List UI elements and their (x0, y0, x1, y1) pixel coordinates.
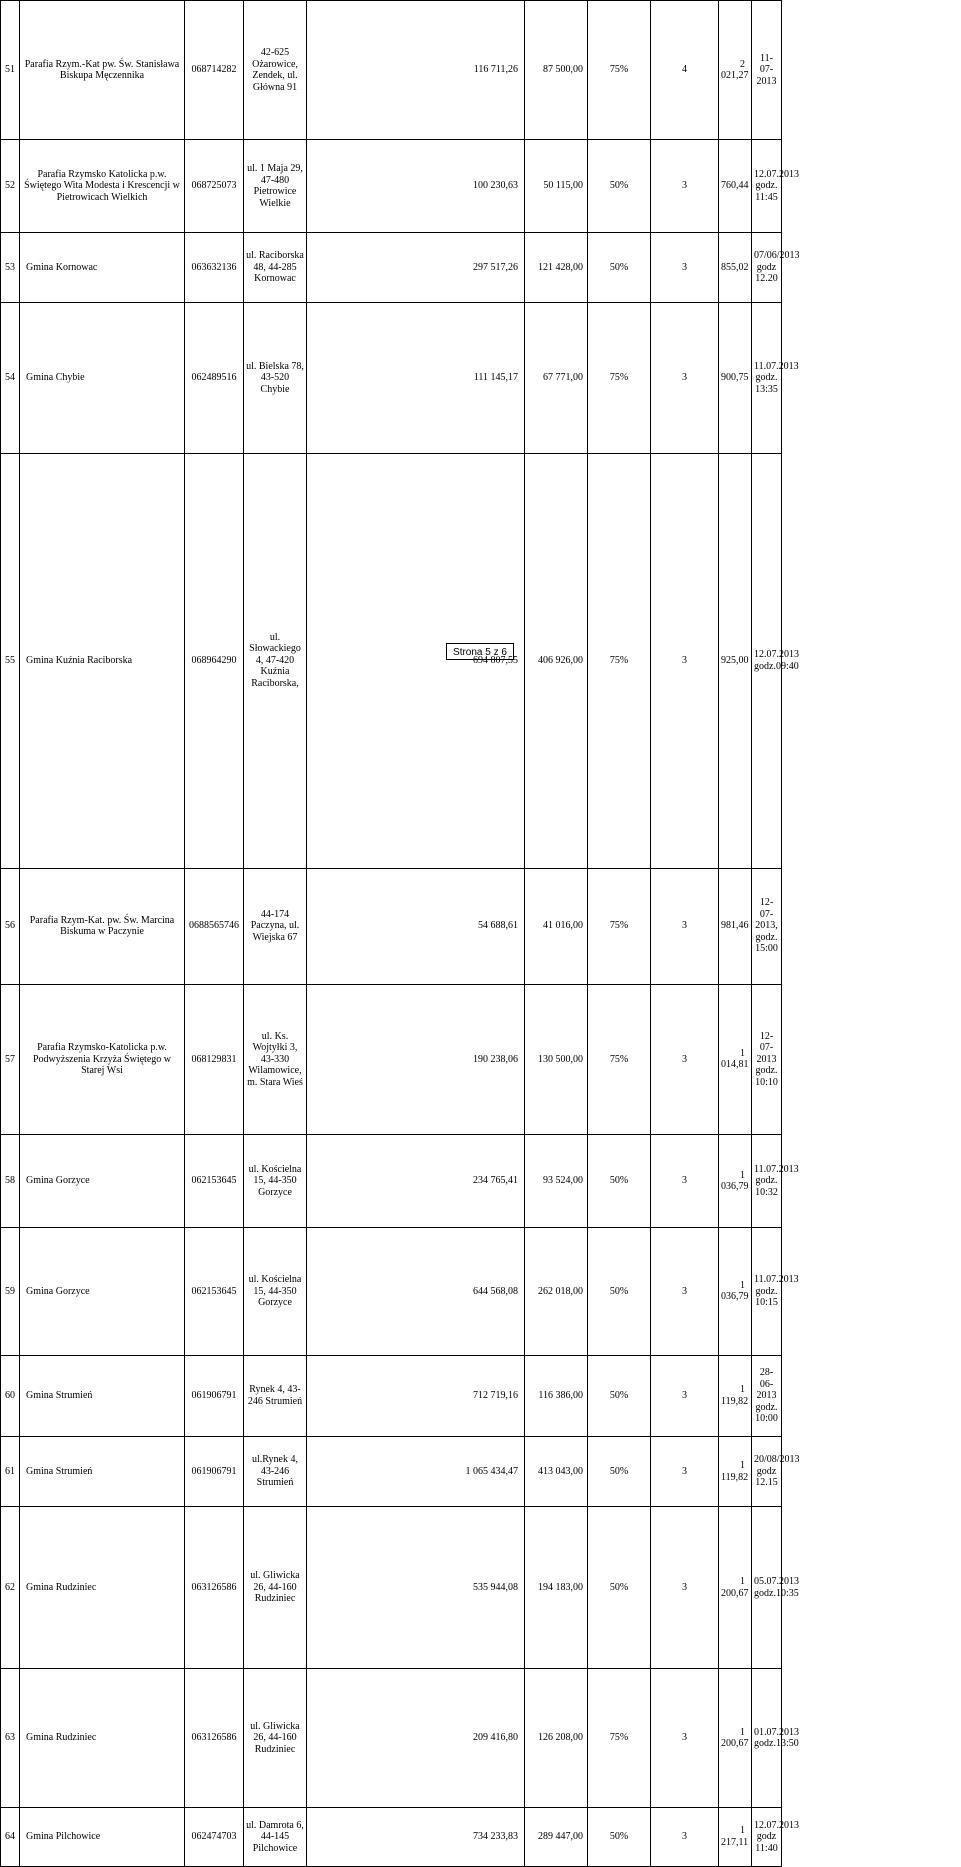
points-cell: 3 (651, 868, 719, 984)
table-row (1, 1, 961, 140)
submission-date-cell: 11.07.2013 godz. 10:32 (752, 1135, 782, 1228)
grant-amount-cell: 262 018,00 (525, 1228, 588, 1356)
address-cell: ul. Ks. Wojtyłki 3, 43-330 Wilamowice, m. Stara Wieś (244, 984, 307, 1135)
grant-percent-cell: 50% (588, 1808, 651, 1867)
points-cell: 3 (651, 140, 719, 233)
row-number-cell: 52 (1, 140, 20, 233)
grant-percent-cell: 50% (588, 1135, 651, 1228)
submission-date-cell: 12-07-2013 godz. 10:10 (752, 984, 782, 1135)
regon-cell: 068714282 (185, 1, 244, 140)
table-row (1, 1507, 961, 1669)
address-cell: Rynek 4, 43-246 Strumień (244, 1355, 307, 1437)
grant-percent-cell: 75% (588, 1, 651, 140)
points-cell: 3 (651, 233, 719, 303)
regon-cell: 0688565746 (185, 868, 244, 984)
grant-amount-cell: 121 428,00 (525, 233, 588, 303)
row-number-cell: 60 (1, 1355, 20, 1437)
grant-amount-cell: 116 386,00 (525, 1355, 588, 1437)
applicant-name-cell: Gmina Kuźnia Raciborska (20, 453, 185, 868)
total-cost-cell: 297 517,26 (307, 233, 525, 303)
applicant-name-cell: Gmina Strumień (20, 1355, 185, 1437)
grant-percent-cell: 75% (588, 1669, 651, 1808)
regon-cell: 068129831 (185, 984, 244, 1135)
grant-amount-cell: 50 115,00 (525, 140, 588, 233)
table-row (1, 1355, 961, 1437)
points-cell: 3 (651, 1228, 719, 1356)
points-cell: 3 (651, 984, 719, 1135)
grant-amount-cell: 126 208,00 (525, 1669, 588, 1808)
grant-percent-cell: 75% (588, 984, 651, 1135)
total-cost-cell: 644 568,08 (307, 1228, 525, 1356)
total-cost-cell: 234 765,41 (307, 1135, 525, 1228)
regon-cell: 063126586 (185, 1669, 244, 1808)
submission-date-cell: 07/06/2013 godz 12.20 (752, 233, 782, 303)
submission-date-cell: 12-07-2013, godz. 15:00 (752, 868, 782, 984)
amount-cell: 900,75 (719, 303, 752, 454)
submission-date-cell: 20/08/2013 godz 12.15 (752, 1437, 782, 1507)
submission-date-cell: 05.07.2013 godz.10:35 (752, 1507, 782, 1669)
submission-date-cell: 01.07.2013 godz.13:50 (752, 1669, 782, 1808)
grant-percent-cell: 50% (588, 1228, 651, 1356)
total-cost-cell: 209 416,80 (307, 1669, 525, 1808)
address-cell: ul. Kościelna 15, 44-350 Gorzyce (244, 1135, 307, 1228)
address-cell: ul. Gliwicka 26, 44-160 Rudziniec (244, 1669, 307, 1808)
table-row (1, 140, 961, 233)
address-cell: ul. Słowackiego 4, 47-420 Kuźnia Raciborska, (244, 453, 307, 868)
total-cost-cell: 54 688,61 (307, 868, 525, 984)
grant-amount-cell: 93 524,00 (525, 1135, 588, 1228)
points-cell: 3 (651, 1507, 719, 1669)
submission-date-cell: 11.07.2013 godz. 10:15 (752, 1228, 782, 1356)
points-cell: 4 (651, 1, 719, 140)
amount-cell: 760,44 (719, 140, 752, 233)
total-cost-cell: 116 711,26 (307, 1, 525, 140)
table-row (1, 1808, 961, 1867)
regon-cell: 068725073 (185, 140, 244, 233)
amount-cell: 1 200,67 (719, 1669, 752, 1808)
address-cell: ul. Raciborska 48, 44-285 Kornowac (244, 233, 307, 303)
page-number-footer: Strona 5 z 6 (446, 643, 514, 660)
points-cell: 3 (651, 453, 719, 868)
amount-cell: 1 014,81 (719, 984, 752, 1135)
applicant-name-cell: Gmina Pilchowice (20, 1808, 185, 1867)
row-number-cell: 61 (1, 1437, 20, 1507)
grant-amount-cell: 41 016,00 (525, 868, 588, 984)
total-cost-cell: 100 230,63 (307, 140, 525, 233)
total-cost-cell: 694 807,55 (307, 453, 525, 868)
regon-cell: 063632136 (185, 233, 244, 303)
grant-percent-cell: 75% (588, 868, 651, 984)
row-number-cell: 53 (1, 233, 20, 303)
address-cell: ul. Kościelna 15, 44-350 Gorzyce (244, 1228, 307, 1356)
row-number-cell: 62 (1, 1507, 20, 1669)
applicant-name-cell: Gmina Rudziniec (20, 1669, 185, 1808)
address-cell: 44-174 Paczyna, ul. Wiejska 67 (244, 868, 307, 984)
applicant-name-cell: Gmina Rudziniec (20, 1507, 185, 1669)
row-number-cell: 51 (1, 1, 20, 140)
regon-cell: 061906791 (185, 1437, 244, 1507)
amount-cell: 2 021,27 (719, 1, 752, 140)
applicant-name-cell: Parafia Rzym-Kat. pw. Św. Marcina Biskuma w Paczynie (20, 868, 185, 984)
applicant-name-cell: Gmina Gorzyce (20, 1228, 185, 1356)
amount-cell: 1 119,82 (719, 1355, 752, 1437)
address-cell: ul. 1 Maja 29, 47-480 Pietrowice Wielkie (244, 140, 307, 233)
grant-percent-cell: 50% (588, 1355, 651, 1437)
address-cell: 42-625 Ożarowice, Zendek, ul. Główna 91 (244, 1, 307, 140)
regon-cell: 063126586 (185, 1507, 244, 1669)
amount-cell: 855,02 (719, 233, 752, 303)
points-cell: 3 (651, 1808, 719, 1867)
address-cell: ul. Bielska 78, 43-520 Chybie (244, 303, 307, 454)
points-cell: 3 (651, 1135, 719, 1228)
grant-percent-cell: 50% (588, 233, 651, 303)
address-cell: ul. Damrota 6, 44-145 Pilchowice (244, 1808, 307, 1867)
row-number-cell: 54 (1, 303, 20, 454)
grant-amount-cell: 67 771,00 (525, 303, 588, 454)
grant-percent-cell: 75% (588, 303, 651, 454)
total-cost-cell: 190 238,06 (307, 984, 525, 1135)
total-cost-cell: 712 719,16 (307, 1355, 525, 1437)
submission-date-cell: 11-07-2013 (752, 1, 782, 140)
row-number-cell: 63 (1, 1669, 20, 1808)
row-number-cell: 57 (1, 984, 20, 1135)
points-cell: 3 (651, 303, 719, 454)
grant-amount-cell: 289 447,00 (525, 1808, 588, 1867)
applicant-name-cell: Gmina Strumień (20, 1437, 185, 1507)
submission-date-cell: 12.07.2013 godz 11:40 (752, 1808, 782, 1867)
total-cost-cell: 734 233,83 (307, 1808, 525, 1867)
table-row (1, 984, 961, 1135)
points-cell: 3 (651, 1355, 719, 1437)
total-cost-cell: 535 944,08 (307, 1507, 525, 1669)
regon-cell: 062153645 (185, 1135, 244, 1228)
grant-percent-cell: 50% (588, 140, 651, 233)
grant-amount-cell: 406 926,00 (525, 453, 588, 868)
table-row (1, 1669, 961, 1808)
grant-percent-cell: 75% (588, 453, 651, 868)
grant-percent-cell: 50% (588, 1507, 651, 1669)
applicant-name-cell: Parafia Rzymsko Katolicka p.w. Świętego Wita Modesta i Krescencji w Pietrowicach Wielkich (20, 140, 185, 233)
address-cell: ul. Gliwicka 26, 44-160 Rudziniec (244, 1507, 307, 1669)
amount-cell: 1 217,11 (719, 1808, 752, 1867)
applicant-name-cell: Gmina Kornowac (20, 233, 185, 303)
applicant-name-cell: Gmina Gorzyce (20, 1135, 185, 1228)
amount-cell: 925,00 (719, 453, 752, 868)
table-row (1, 303, 961, 454)
grant-percent-cell: 50% (588, 1437, 651, 1507)
row-number-cell: 59 (1, 1228, 20, 1356)
submission-date-cell: 28-06-2013 godz. 10:00 (752, 1355, 782, 1437)
regon-cell: 061906791 (185, 1355, 244, 1437)
row-number-cell: 56 (1, 868, 20, 984)
submission-date-cell: 12.07.2013 godz. 11:45 (752, 140, 782, 233)
grant-amount-cell: 87 500,00 (525, 1, 588, 140)
applicant-name-cell: Parafia Rzymsko-Katolicka p.w. Podwyższenia Krzyża Świętego w Starej Wsi (20, 984, 185, 1135)
row-number-cell: 64 (1, 1808, 20, 1867)
total-cost-cell: 111 145,17 (307, 303, 525, 454)
regon-cell: 062489516 (185, 303, 244, 454)
amount-cell: 1 119,82 (719, 1437, 752, 1507)
row-number-cell: 55 (1, 453, 20, 868)
table-row (1, 1437, 961, 1507)
points-cell: 3 (651, 1437, 719, 1507)
applicant-name-cell: Parafia Rzym.-Kat pw. Św. Stanisława Biskupa Męczennika (20, 1, 185, 140)
table-row (1, 233, 961, 303)
regon-cell: 068964290 (185, 453, 244, 868)
applicant-name-cell: Gmina Chybie (20, 303, 185, 454)
amount-cell: 1 036,79 (719, 1135, 752, 1228)
amount-cell: 1 036,79 (719, 1228, 752, 1356)
points-cell: 3 (651, 1669, 719, 1808)
submission-date-cell: 11.07.2013 godz. 13:35 (752, 303, 782, 454)
address-cell: ul.Rynek 4, 43-246 Strumień (244, 1437, 307, 1507)
table-row (1, 1228, 961, 1356)
amount-cell: 1 200,67 (719, 1507, 752, 1669)
table-row (1, 868, 961, 984)
grant-amount-cell: 130 500,00 (525, 984, 588, 1135)
total-cost-cell: 1 065 434,47 (307, 1437, 525, 1507)
amount-cell: 981,46 (719, 868, 752, 984)
grant-amount-cell: 413 043,00 (525, 1437, 588, 1507)
submission-date-cell: 12.07.2013 godz.09:40 (752, 453, 782, 868)
grant-amount-cell: 194 183,00 (525, 1507, 588, 1669)
table-row (1, 1135, 961, 1228)
regon-cell: 062474703 (185, 1808, 244, 1867)
regon-cell: 062153645 (185, 1228, 244, 1356)
row-number-cell: 58 (1, 1135, 20, 1228)
